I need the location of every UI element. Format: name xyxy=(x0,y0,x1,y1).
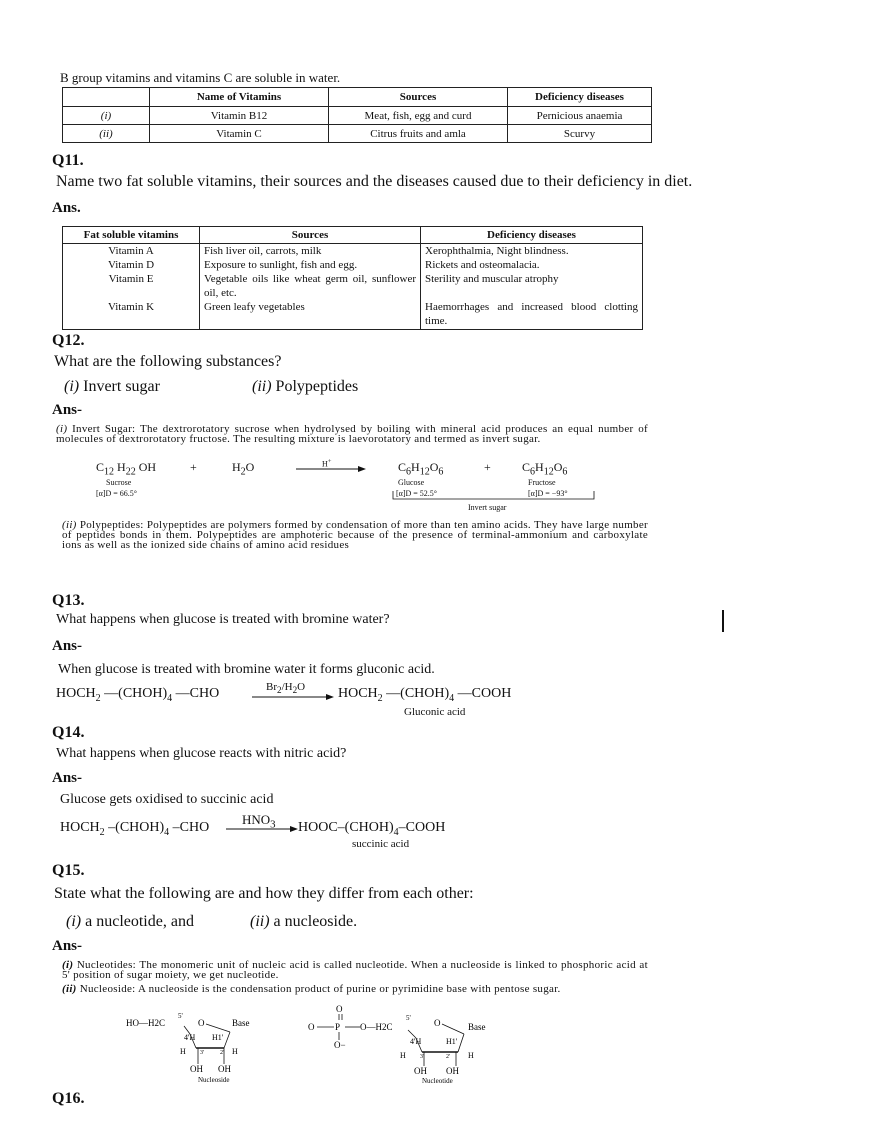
position-2-label: 2' xyxy=(446,1054,451,1060)
oxygen-label: O xyxy=(336,1004,343,1014)
q14-ans-label: Ans- xyxy=(52,770,83,786)
table-cell: Vitamin B12 xyxy=(150,107,329,125)
base-label: Base xyxy=(468,1022,486,1032)
catalyst-label: H+ xyxy=(322,458,332,469)
q15-part-ii: (ii) a nucleoside. xyxy=(250,913,358,930)
bromine-reagent: $Br_2/H_2O$ xyxy=(266,681,306,696)
gluconic-reactant: $HOCH_2$ $—(CHOH)_4$ —CHO xyxy=(56,686,220,704)
phosphorus-label: P xyxy=(335,1022,341,1032)
table-cell: Meat, fish, egg and curd xyxy=(329,107,508,125)
succinic-acid-label: succinic acid xyxy=(352,838,410,850)
q11-label: Q11. xyxy=(52,152,84,169)
nucleoside-caption: Nucleoside xyxy=(198,1076,230,1084)
table-row xyxy=(63,125,652,143)
table-cell: Vitamin E xyxy=(63,272,200,300)
oh-label: OH xyxy=(446,1066,459,1076)
plus-sign: + xyxy=(190,460,197,474)
table1-header: Name of Vitamins xyxy=(150,88,329,107)
succinic-product: HOOC–$(CHOH)_4$–COOH xyxy=(298,820,446,838)
table-cell: Fish liver oil, carrots, milk xyxy=(200,244,421,259)
glucose-rotation: [α]D = 52.5° xyxy=(396,489,438,498)
reaction-arrow xyxy=(252,692,334,702)
h-label: H xyxy=(180,1047,186,1056)
gluconic-product: $HOCH_2$ $—(CHOH)_4$ —COOH xyxy=(338,686,512,704)
o-h2c-label: O—H2C xyxy=(360,1022,393,1032)
water-formula: $H_2O$ xyxy=(232,460,255,478)
table-cell: Sterility and muscular atrophy xyxy=(421,272,643,300)
plus-sign: + xyxy=(484,460,491,474)
h-label: H xyxy=(468,1051,474,1060)
table-cell: (i) xyxy=(63,107,150,125)
table1-header: Deficiency diseases xyxy=(508,88,652,107)
position-5-label: 5' xyxy=(178,1012,183,1020)
fructose-label: Fructose xyxy=(528,478,556,487)
table-cell: Rickets and osteomalacia. xyxy=(421,258,643,272)
q11-text: Name two fat soluble vitamins, their sources and the diseases caused due to their deficiency in diet. xyxy=(56,173,693,190)
table-cell: Citrus fruits and amla xyxy=(329,125,508,143)
q12-ans-label: Ans- xyxy=(52,402,83,418)
invert-sugar-label: Invert sugar xyxy=(468,503,507,512)
h4-label: 4'H xyxy=(184,1033,196,1042)
table-row xyxy=(63,258,643,272)
q13-text: What happens when glucose is treated with bromine water? xyxy=(56,612,390,627)
text-cursor xyxy=(722,610,724,632)
q12-part-ii: (ii) Polypeptides xyxy=(252,378,359,395)
nucleoside-structure xyxy=(120,1010,270,1086)
q15-text: State what the following are and how they differ from each other: xyxy=(54,885,474,902)
nucleotide-structure xyxy=(300,1004,510,1088)
q14-answer: Glucose gets oxidised to succinic acid xyxy=(60,792,274,807)
h1-label: H1' xyxy=(446,1037,458,1046)
base-label: Base xyxy=(232,1018,250,1028)
succinic-reactant: $HOCH_2$ $-(CHOH)_4$ –CHO xyxy=(60,820,210,838)
q12-label: Q12. xyxy=(52,332,85,349)
position-5-label: 5' xyxy=(406,1014,411,1022)
table-cell: Green leafy vegetables xyxy=(200,300,421,330)
table-cell: Haemorrhages and increased blood clotting time. xyxy=(421,300,643,330)
position-2-label: 2' xyxy=(220,1050,225,1056)
h1-label: H1' xyxy=(212,1033,224,1042)
q13-ans-label: Ans- xyxy=(52,638,83,654)
nucleotide-caption: Nucleotide xyxy=(422,1077,453,1085)
water-soluble-vitamins-table xyxy=(62,87,652,143)
table-cell: Scurvy xyxy=(508,125,652,143)
ring-oxygen: O xyxy=(198,1018,205,1028)
table-row xyxy=(63,300,643,330)
gluconic-acid-label: Gluconic acid xyxy=(404,706,466,718)
sucrose-rotation: [α]D = 66.5° xyxy=(96,489,138,498)
table-cell: Exposure to sunlight, fish and egg. xyxy=(200,258,421,272)
q13-label: Q13. xyxy=(52,592,85,609)
q15-ans-label: Ans- xyxy=(52,938,83,954)
q14-text: What happens when glucose reacts with nitric acid? xyxy=(56,746,347,761)
oh-label: OH xyxy=(414,1066,427,1076)
intro-text: B group vitamins and vitamins C are soluble in water. xyxy=(60,70,341,85)
sucrose-formula: $C_{12}$ $H_{22}$ OH xyxy=(96,460,157,478)
q13-answer: When glucose is treated with bromine water it forms gluconic acid. xyxy=(58,662,435,677)
table-cell: Vitamin D xyxy=(63,258,200,272)
fructose-formula: $C_6H_{12}O_6$ xyxy=(522,460,568,478)
position-3-label: 3' xyxy=(200,1050,205,1056)
nucleoside-definition: (ii) Nucleoside: A nucleoside is the condensation product of purine or pyrimidine base with pentose sugar. xyxy=(62,983,561,995)
table-row xyxy=(63,244,643,259)
h-label: H xyxy=(232,1047,238,1056)
oh-label: OH xyxy=(190,1064,203,1074)
q14-label: Q14. xyxy=(52,724,85,741)
invert-sugar-definition: (i) Invert Sugar: The dextrorotatory sucrose when hydrolysed by boiling with mineral acid produces an equal number of molecules of dextrorotatory fructose. The resulting mixture is laevorotatory and termed as invert sugar. xyxy=(56,423,648,445)
o-minus-label: O− xyxy=(334,1040,346,1050)
table2-header: Sources xyxy=(200,227,421,244)
oxygen-label: O xyxy=(308,1022,315,1032)
fat-soluble-vitamins-table xyxy=(62,226,643,330)
table-row xyxy=(63,272,643,300)
q12-part-i: (i) Invert sugar xyxy=(64,378,160,395)
h-label: H xyxy=(400,1051,406,1060)
ring-oxygen: O xyxy=(434,1018,441,1028)
nucleotide-definition: (i) Nucleotides: The monomeric unit of nucleic acid is called nucleotide. When a nucleoside is linked to phosphoric acid at 5' position of sugar moiety, we get nucleotide. xyxy=(62,959,648,981)
h4-label: 4'H xyxy=(410,1037,422,1046)
q11-ans-label: Ans. xyxy=(52,200,81,216)
q15-label: Q15. xyxy=(52,862,85,879)
table-cell: Xerophthalmia, Night blindness. xyxy=(421,244,643,259)
reaction-arrow xyxy=(226,824,298,834)
fructose-rotation: [α]D = −93° xyxy=(528,489,568,498)
table-cell: Vegetable oils like wheat germ oil, sunflower oil, etc. xyxy=(200,272,421,300)
oh-label: OH xyxy=(218,1064,231,1074)
table-cell: Vitamin A xyxy=(63,244,200,259)
table1-header: Sources xyxy=(329,88,508,107)
q15-part-i: (i) a nucleotide, and xyxy=(66,913,194,930)
table-cell: Vitamin K xyxy=(63,300,200,330)
table-cell: Vitamin C xyxy=(150,125,329,143)
sucrose-label: Sucrose xyxy=(106,478,132,487)
table-cell: Pernicious anaemia xyxy=(508,107,652,125)
ho-h2c-label: HO—H2C xyxy=(126,1018,166,1028)
nitric-acid-reagent: $HNO_3$ xyxy=(242,812,276,831)
table1-header xyxy=(63,88,150,107)
polypeptides-definition: (ii) Polypeptides: Polypeptides are polymers formed by condensation of more than ten amino acids. They have large number of peptides bonds in them. Polypeptides are amphoteric because of the presence of terminal-ammonium and carboxylate ions as well as the ionized side chains of amino acid residues xyxy=(62,519,648,551)
q12-text: What are the following substances? xyxy=(54,353,282,370)
position-3-label: 3' xyxy=(420,1054,425,1060)
invert-sugar-bracket xyxy=(392,490,596,502)
reaction-arrow xyxy=(296,464,366,474)
glucose-label: Glucose xyxy=(398,478,425,487)
table2-header: Deficiency diseases xyxy=(421,227,643,244)
table-row xyxy=(63,107,652,125)
table2-header: Fat soluble vitamins xyxy=(63,227,200,244)
q16-label: Q16. xyxy=(52,1090,85,1107)
table-cell: (ii) xyxy=(63,125,150,143)
glucose-formula: $C_6H_{12}O_6$ xyxy=(398,460,444,478)
